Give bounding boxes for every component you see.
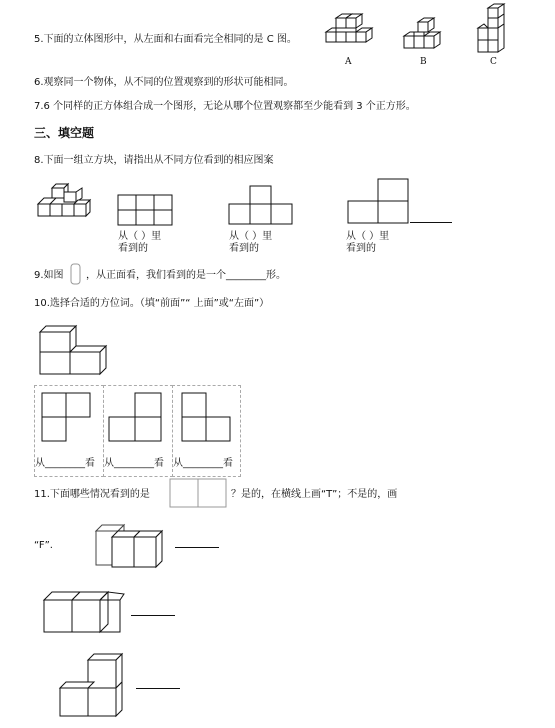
q10-cube-figure [36, 322, 108, 378]
q11-two-squares [170, 479, 228, 509]
q10-blank-3[interactable]: 从________看 [173, 458, 233, 469]
q11-figure-2 [42, 588, 126, 636]
q6-text: 6.观察同一个物体，从不同的位置观察到的形状可能相同。 [34, 77, 294, 88]
q8-caption-2-line2: 看到的 [229, 243, 259, 254]
q8-caption-1-line2: 看到的 [118, 243, 148, 254]
q10-text: 10.选择合适的方位词。（填“前面”“ 上面”或“左面”） [34, 298, 270, 309]
q8-caption-1 [118, 231, 161, 255]
q8-caption-2-line1: 从（ ）里 [229, 231, 273, 242]
q9-prefix: 9.如图 [34, 270, 64, 281]
q5-option-c: C [490, 57, 497, 67]
q8-caption-3-line2: 看到的 [346, 243, 376, 254]
q5-figure-c [474, 4, 510, 56]
q10-blank-1[interactable]: 从________看 [35, 458, 95, 469]
section-title: 三、填空题 [34, 126, 95, 140]
q7-text: 7.6 个同样的正方体组合成一个图形，无论从哪个位置观察都至少能看到 3 个正方形。 [34, 101, 416, 112]
q8-cube-stack [36, 182, 92, 222]
q5-option-a: A [345, 57, 352, 67]
q10-blank-2[interactable]: 从________看 [104, 458, 164, 469]
q11-figure-3 [58, 652, 134, 720]
q8-view-2 [229, 186, 295, 228]
q11-answer-line-3[interactable] [136, 679, 180, 689]
q8-text: 8.下面一组立方块，请指出从不同方位看到的相应图案 [34, 155, 274, 166]
q9-suffix: ，从正面看，我们看到的是一个________形。 [86, 270, 286, 281]
q5-text: 5.下面的立体图形中，从左面和右面看完全相同的是 C 图。 [34, 34, 297, 45]
q10-view-2 [109, 393, 165, 443]
q8-caption-3 [346, 231, 389, 255]
q8-caption-1-line1: 从（ ）里 [118, 231, 162, 242]
q11-suffix: ？是的，在横线上画“T”；不是的，画 [231, 489, 398, 500]
q8-caption-3-line1: 从（ ）里 [346, 231, 390, 242]
q8-view-3 [346, 179, 410, 225]
q5-figure-a [322, 14, 380, 56]
q11-answer-line-2[interactable] [131, 606, 175, 616]
q5-option-b: B [420, 57, 427, 67]
q9-cylinder-icon [70, 262, 82, 286]
q11-figure-1 [94, 523, 166, 571]
q10-view-1 [42, 393, 96, 443]
q11-prefix: 11.下面哪些情况看到的是 [34, 489, 150, 500]
q10-view-3 [182, 393, 238, 443]
q8-answer-line[interactable] [410, 213, 452, 223]
q11-line2: “F”. [34, 540, 53, 551]
q5-figure-b [402, 18, 446, 56]
q8-caption-2 [229, 231, 272, 255]
q8-view-1 [118, 195, 174, 227]
q11-answer-line-1[interactable] [175, 538, 219, 548]
